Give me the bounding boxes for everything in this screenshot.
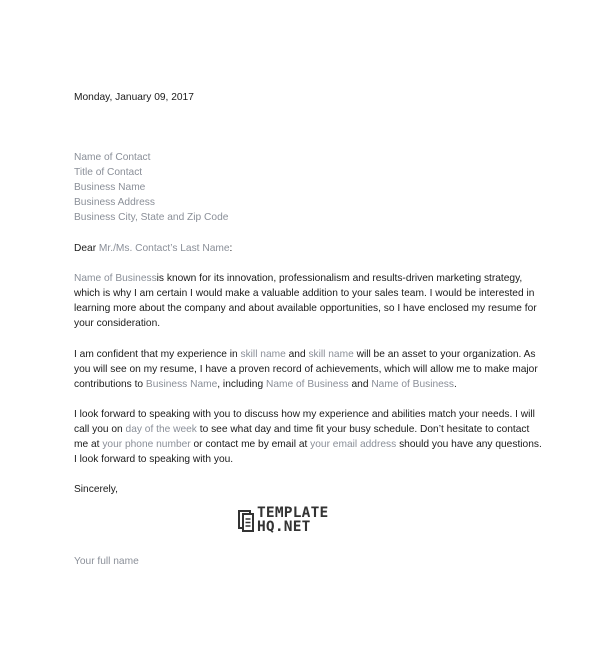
paragraph-3	[74, 407, 544, 467]
paragraph-2-text: will be an asset to your organization. As	[353, 349, 536, 360]
paragraph-1	[74, 271, 544, 331]
salutation-prefix: Dear	[74, 243, 99, 254]
paragraph-3-text: to see what day and time fit your busy schedule. Don’t hesitate to contact	[196, 424, 530, 435]
salutation	[74, 241, 232, 256]
phone-placeholder: your phone number	[102, 439, 191, 450]
logo-line-2: HQ.NET	[257, 519, 311, 535]
paragraph-2-text: .	[454, 379, 457, 390]
name-of-business-placeholder-1: Name of Business	[265, 379, 349, 390]
paragraph-3-line-1: I look forward to speaking with you to discuss how my experience and abilities match your needs. I will	[74, 409, 535, 420]
business-name: Business Name	[74, 182, 146, 193]
paragraph-2-line-2: you will see on my resume, I have a proven record of achievements, which will allow me to make major	[74, 364, 538, 375]
contact-title: Title of Contact	[74, 167, 143, 178]
templatehq-logo	[238, 506, 350, 534]
day-placeholder: day of the week	[125, 424, 197, 435]
contact-name: Name of Contact	[74, 152, 151, 163]
salutation-suffix: :	[229, 243, 233, 254]
paragraph-2-text: , including	[217, 379, 266, 390]
paragraph-2-text: contributions to	[74, 379, 146, 390]
logo-line-1: TEMPLATE	[257, 505, 329, 521]
paragraph-3-text: me at	[74, 439, 103, 450]
skill-placeholder-2: skill name	[308, 349, 354, 360]
paragraph-2-text: I am confident that my experience in	[74, 349, 241, 360]
paragraph-1-line-2: which is why I am certain I would make a valuable addition to your sales team. I would be interested in	[74, 288, 535, 299]
signature-name: Your full name	[74, 556, 139, 567]
business-placeholder: Name of Business	[74, 273, 157, 284]
email-placeholder: your email address	[310, 439, 397, 450]
paragraph-3-text: call you on	[74, 424, 126, 435]
salutation-name: Mr./Ms. Contact’s Last Name	[98, 243, 230, 254]
letter-date: Monday, January 09, 2017	[74, 92, 194, 103]
closing: Sincerely,	[74, 484, 118, 495]
business-name-placeholder: Business Name	[145, 379, 218, 390]
paragraph-2	[74, 347, 544, 392]
paragraph-1-line-1: is known for its innovation, professionalism and results-driven marketing strategy,	[156, 273, 523, 284]
skill-placeholder-1: skill name	[240, 349, 286, 360]
paragraph-3-text: or contact me by email at	[190, 439, 311, 450]
business-address: Business Address	[74, 197, 155, 208]
paragraph-1-line-4: your consideration.	[74, 318, 161, 329]
paragraph-3-text: should you have any questions.	[396, 439, 542, 450]
business-city-state-zip: Business City, State and Zip Code	[74, 212, 229, 223]
document-stack-icon	[238, 508, 254, 532]
paragraph-2-text: and	[348, 379, 372, 390]
paragraph-2-text: and	[285, 349, 309, 360]
paragraph-1-line-3: learning more about the company and about available opportunities, so I have enclosed my resume for	[74, 303, 537, 314]
paragraph-3-line-4: I look forward to speaking with you.	[74, 454, 234, 465]
name-of-business-placeholder-2: Name of Business	[371, 379, 454, 390]
